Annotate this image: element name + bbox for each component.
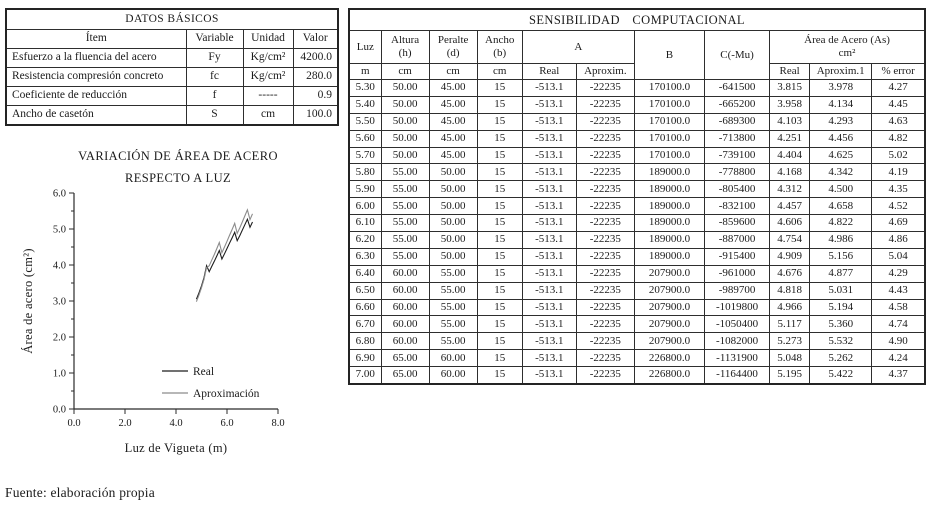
col-b: B <box>634 31 704 80</box>
cell: 189000.0 <box>634 198 704 215</box>
cell: 6.30 <box>349 248 381 265</box>
cell: 3.815 <box>770 80 810 97</box>
cell: fc <box>186 68 243 87</box>
cell: 15 <box>477 198 522 215</box>
cell: 189000.0 <box>634 215 704 232</box>
cell: 4.457 <box>770 198 810 215</box>
cell: 3.978 <box>810 80 872 97</box>
cell: 45.00 <box>429 130 477 147</box>
table-row <box>349 164 925 181</box>
cell: -513.1 <box>522 113 576 130</box>
cell: 55.00 <box>381 164 429 181</box>
cell: 4.606 <box>770 215 810 232</box>
cell: -22235 <box>576 367 634 384</box>
cell: 55.00 <box>429 299 477 316</box>
x-tick-label: 6.0 <box>220 418 234 429</box>
unit-luz: m <box>349 64 381 80</box>
cell: 6.60 <box>349 299 381 316</box>
cell: 4.456 <box>810 130 872 147</box>
cell: -513.1 <box>522 130 576 147</box>
cell: 15 <box>477 316 522 333</box>
cell: -805400 <box>705 181 770 198</box>
col-ancho: Ancho (b) <box>477 31 522 64</box>
cell: 4.909 <box>770 248 810 265</box>
x-axis-label: Luz de Vigueta (m) <box>124 441 228 455</box>
cell: 4.103 <box>770 113 810 130</box>
cell: Kg/cm² <box>243 49 293 68</box>
cell: 4.676 <box>770 265 810 282</box>
sens-title-row <box>349 9 925 31</box>
cell: -513.1 <box>522 80 576 97</box>
cell: -513.1 <box>522 265 576 282</box>
datos-title-row <box>6 9 338 30</box>
cell: 55.00 <box>429 333 477 350</box>
cell: -689300 <box>705 113 770 130</box>
table-row <box>349 350 925 367</box>
cell: -739100 <box>705 147 770 164</box>
cell: 207900.0 <box>634 333 704 350</box>
cell: 15 <box>477 215 522 232</box>
cell: 55.00 <box>381 181 429 198</box>
cell: -22235 <box>576 113 634 130</box>
cell: -859600 <box>705 215 770 232</box>
area-acero-chart <box>10 138 345 486</box>
y-axis-label: Área de acero (cm²) <box>21 248 35 354</box>
cell: 15 <box>477 80 522 97</box>
cell: 50.00 <box>429 215 477 232</box>
cell: 5.30 <box>349 80 381 97</box>
cell: 50.00 <box>429 232 477 249</box>
cell: 189000.0 <box>634 248 704 265</box>
cell: -22235 <box>576 181 634 198</box>
col-a-group: A <box>522 31 634 64</box>
table-row <box>349 181 925 198</box>
cell: 5.262 <box>810 350 872 367</box>
cell: -513.1 <box>522 282 576 299</box>
cell: 60.00 <box>381 299 429 316</box>
cell: 15 <box>477 232 522 249</box>
cell: 5.80 <box>349 164 381 181</box>
cell: 4.134 <box>810 96 872 113</box>
cell: 45.00 <box>429 96 477 113</box>
cell: 4200.0 <box>293 49 338 68</box>
cell: 4.625 <box>810 147 872 164</box>
cell: -1019800 <box>705 299 770 316</box>
source-note: Fuente: elaboración propia <box>5 485 155 500</box>
x-tick-label: 0.0 <box>67 418 81 429</box>
cell: 170100.0 <box>634 80 704 97</box>
cell: 4.29 <box>872 265 925 282</box>
cell: 5.40 <box>349 96 381 113</box>
cell: 4.342 <box>810 164 872 181</box>
table-row <box>349 130 925 147</box>
cell: 50.00 <box>381 96 429 113</box>
cell: -22235 <box>576 96 634 113</box>
table-row <box>349 198 925 215</box>
cell: 4.658 <box>810 198 872 215</box>
cell: 15 <box>477 181 522 198</box>
cell: -641500 <box>705 80 770 97</box>
cell: Esfuerzo a la fluencia del acero <box>6 49 186 68</box>
col-altura: Altura (h) <box>381 31 429 64</box>
cell: 4.877 <box>810 265 872 282</box>
cell: -513.1 <box>522 215 576 232</box>
cell: -1164400 <box>705 367 770 384</box>
legend-label: Aproximación <box>193 388 260 400</box>
cell: -1131900 <box>705 350 770 367</box>
cell: 4.74 <box>872 316 925 333</box>
cell: 5.60 <box>349 130 381 147</box>
cell: 226800.0 <box>634 350 704 367</box>
cell: 15 <box>477 164 522 181</box>
col-unidad: Unidad <box>243 30 293 49</box>
area-header-title: Área de Acero (As) <box>804 34 890 47</box>
cell: 4.818 <box>770 282 810 299</box>
cell: 5.273 <box>770 333 810 350</box>
table-row <box>349 248 925 265</box>
cell: 170100.0 <box>634 147 704 164</box>
cell: Resistencia compresión concreto <box>6 68 186 87</box>
cell: 15 <box>477 367 522 384</box>
cell: 6.10 <box>349 215 381 232</box>
cell: 6.40 <box>349 265 381 282</box>
cell: -961000 <box>705 265 770 282</box>
cell: 65.00 <box>381 367 429 384</box>
cell: 4.966 <box>770 299 810 316</box>
sensibilidad-body <box>349 80 925 385</box>
cell: 15 <box>477 96 522 113</box>
cell: 4.500 <box>810 181 872 198</box>
x-tick-label: 2.0 <box>118 418 132 429</box>
cell: -22235 <box>576 316 634 333</box>
col-c-mu: C(-Mu) <box>705 31 770 80</box>
table-row <box>6 106 338 126</box>
cell: 5.422 <box>810 367 872 384</box>
cell: 207900.0 <box>634 316 704 333</box>
y-tick-label: 2.0 <box>52 332 66 344</box>
cell: -22235 <box>576 282 634 299</box>
cell: 15 <box>477 333 522 350</box>
table-row <box>6 49 338 68</box>
cell: 4.251 <box>770 130 810 147</box>
cell: 55.00 <box>429 316 477 333</box>
cell: 6.00 <box>349 198 381 215</box>
cell: 55.00 <box>429 282 477 299</box>
cell: 4.24 <box>872 350 925 367</box>
cell: 60.00 <box>429 350 477 367</box>
cell: 170100.0 <box>634 96 704 113</box>
cell: 189000.0 <box>634 181 704 198</box>
datos-basicos-table <box>5 8 339 126</box>
cell: 4.58 <box>872 299 925 316</box>
cell: 4.63 <box>872 113 925 130</box>
cell: 207900.0 <box>634 265 704 282</box>
cell: 5.70 <box>349 147 381 164</box>
col-luz: Luz <box>349 31 381 64</box>
cell: 50.00 <box>381 130 429 147</box>
cell: Fy <box>186 49 243 68</box>
cell: -22235 <box>576 80 634 97</box>
cell: 207900.0 <box>634 282 704 299</box>
cell: -22235 <box>576 265 634 282</box>
cell: 4.37 <box>872 367 925 384</box>
table-row <box>349 96 925 113</box>
cell: -513.1 <box>522 248 576 265</box>
y-tick-label: 4.0 <box>52 260 66 272</box>
x-tick-label: 8.0 <box>271 418 285 429</box>
cell: 189000.0 <box>634 164 704 181</box>
cell: 45.00 <box>429 113 477 130</box>
cell: 60.00 <box>381 265 429 282</box>
col-valor: Valor <box>293 30 338 49</box>
cell: 15 <box>477 248 522 265</box>
cell: 60.00 <box>429 367 477 384</box>
unit-ancho: cm <box>477 64 522 80</box>
sensibilidad-table <box>348 8 926 385</box>
y-tick-label: 3.0 <box>52 296 66 308</box>
series-line-real <box>196 219 252 299</box>
cell: 207900.0 <box>634 299 704 316</box>
y-tick-label: 1.0 <box>52 368 66 380</box>
cell: 55.00 <box>381 198 429 215</box>
cell: 60.00 <box>381 333 429 350</box>
cell: 4.90 <box>872 333 925 350</box>
cell: 4.45 <box>872 96 925 113</box>
sens-header-row-1 <box>349 31 925 64</box>
cell: -513.1 <box>522 232 576 249</box>
cell: -513.1 <box>522 299 576 316</box>
cell: S <box>186 106 243 126</box>
cell: 4.82 <box>872 130 925 147</box>
cell: -513.1 <box>522 350 576 367</box>
cell: 5.156 <box>810 248 872 265</box>
col-a-real: Real <box>522 64 576 80</box>
cell: 4.19 <box>872 164 925 181</box>
cell: 15 <box>477 350 522 367</box>
table-row <box>349 232 925 249</box>
x-tick-label: 4.0 <box>169 418 183 429</box>
cell: 6.70 <box>349 316 381 333</box>
cell: ----- <box>243 87 293 106</box>
cell: -915400 <box>705 248 770 265</box>
cell: -513.1 <box>522 316 576 333</box>
cell: -665200 <box>705 96 770 113</box>
cell: 60.00 <box>381 316 429 333</box>
unit-altura: cm <box>381 64 429 80</box>
cell: -513.1 <box>522 164 576 181</box>
cell: 4.404 <box>770 147 810 164</box>
cell: Ancho de casetón <box>6 106 186 126</box>
y-tick-label: 5.0 <box>52 224 66 236</box>
col-as-aproxim1: Aproxim.1 <box>810 64 872 80</box>
cell: 15 <box>477 282 522 299</box>
table-row <box>349 316 925 333</box>
cell: 6.80 <box>349 333 381 350</box>
cell: 5.031 <box>810 282 872 299</box>
cell: 4.293 <box>810 113 872 130</box>
cell: -989700 <box>705 282 770 299</box>
cell: 4.35 <box>872 181 925 198</box>
col-peralte: Peralte (d) <box>429 31 477 64</box>
table-row <box>349 147 925 164</box>
cell: 50.00 <box>429 248 477 265</box>
cell: 5.04 <box>872 248 925 265</box>
cell: 55.00 <box>381 232 429 249</box>
cell: 4.86 <box>872 232 925 249</box>
chart-title: VARIACIÓN DE ÁREA DE ACERO <box>78 149 278 163</box>
col-variable: Variable <box>186 30 243 49</box>
cell: 4.52 <box>872 198 925 215</box>
cell: -1050400 <box>705 316 770 333</box>
cell: 3.958 <box>770 96 810 113</box>
cell: -513.1 <box>522 147 576 164</box>
cell: 226800.0 <box>634 367 704 384</box>
cell: -513.1 <box>522 367 576 384</box>
col-item: Ítem <box>6 30 186 49</box>
cell: 4.312 <box>770 181 810 198</box>
cell: -1082000 <box>705 333 770 350</box>
col-as-real: Real <box>770 64 810 80</box>
cell: 15 <box>477 130 522 147</box>
col-a-aproxim: Aproxim. <box>576 64 634 80</box>
cell: 5.048 <box>770 350 810 367</box>
cell: -22235 <box>576 198 634 215</box>
cell: 60.00 <box>381 282 429 299</box>
cell: 5.117 <box>770 316 810 333</box>
sensibilidad-title: SENSIBILIDAD COMPUTACIONAL <box>349 9 925 31</box>
cell: -832100 <box>705 198 770 215</box>
col-area-group <box>770 31 925 64</box>
col-error: % error <box>872 64 925 80</box>
cell: 45.00 <box>429 80 477 97</box>
cell: 170100.0 <box>634 113 704 130</box>
cell: 50.00 <box>381 113 429 130</box>
cell: 15 <box>477 265 522 282</box>
table-row <box>349 299 925 316</box>
table-row <box>349 367 925 384</box>
cell: 4.754 <box>770 232 810 249</box>
cell: 170100.0 <box>634 130 704 147</box>
datos-header-row <box>6 30 338 49</box>
cell: -513.1 <box>522 198 576 215</box>
cell: 15 <box>477 299 522 316</box>
cell: 50.00 <box>381 80 429 97</box>
cell: cm <box>243 106 293 126</box>
table-row <box>349 80 925 97</box>
cell: 5.195 <box>770 367 810 384</box>
cell: 4.168 <box>770 164 810 181</box>
cell: 4.986 <box>810 232 872 249</box>
table-row <box>349 215 925 232</box>
y-tick-label: 6.0 <box>52 188 66 200</box>
cell: 6.20 <box>349 232 381 249</box>
cell: 15 <box>477 147 522 164</box>
cell: -713800 <box>705 130 770 147</box>
legend-label: Real <box>193 366 215 378</box>
cell: 4.43 <box>872 282 925 299</box>
cell: 50.00 <box>429 164 477 181</box>
cell: 7.00 <box>349 367 381 384</box>
cell: 100.0 <box>293 106 338 126</box>
table-row <box>349 333 925 350</box>
cell: -22235 <box>576 350 634 367</box>
cell: f <box>186 87 243 106</box>
cell: 50.00 <box>429 198 477 215</box>
cell: 6.50 <box>349 282 381 299</box>
cell: -22235 <box>576 248 634 265</box>
cell: 65.00 <box>381 350 429 367</box>
cell: 50.00 <box>429 181 477 198</box>
cell: 55.00 <box>381 215 429 232</box>
table-row <box>349 265 925 282</box>
table-row <box>6 87 338 106</box>
unit-peralte: cm <box>429 64 477 80</box>
cell: 4.69 <box>872 215 925 232</box>
cell: -22235 <box>576 299 634 316</box>
table-row <box>349 282 925 299</box>
cell: 5.02 <box>872 147 925 164</box>
cell: 15 <box>477 113 522 130</box>
cell: 50.00 <box>381 147 429 164</box>
cell: -513.1 <box>522 181 576 198</box>
cell: -22235 <box>576 130 634 147</box>
cell: 5.194 <box>810 299 872 316</box>
cell: -22235 <box>576 164 634 181</box>
table-row <box>6 68 338 87</box>
cell: -513.1 <box>522 96 576 113</box>
area-header-unit: cm² <box>838 47 856 59</box>
cell: 5.532 <box>810 333 872 350</box>
cell: -22235 <box>576 215 634 232</box>
cell: 4.822 <box>810 215 872 232</box>
cell: 5.50 <box>349 113 381 130</box>
cell: 280.0 <box>293 68 338 87</box>
cell: -887000 <box>705 232 770 249</box>
y-tick-label: 0.0 <box>52 404 66 416</box>
chart-svg <box>10 138 345 486</box>
cell: 5.90 <box>349 181 381 198</box>
cell: -22235 <box>576 232 634 249</box>
chart-title-line2: RESPECTO A LUZ <box>124 171 232 185</box>
cell: 189000.0 <box>634 232 704 249</box>
cell: -22235 <box>576 147 634 164</box>
cell: 0.9 <box>293 87 338 106</box>
datos-basicos-body <box>6 49 338 126</box>
cell: 5.360 <box>810 316 872 333</box>
cell: 6.90 <box>349 350 381 367</box>
cell: 45.00 <box>429 147 477 164</box>
cell: -22235 <box>576 333 634 350</box>
cell: -513.1 <box>522 333 576 350</box>
cell: 55.00 <box>381 248 429 265</box>
cell: 55.00 <box>429 265 477 282</box>
series-line-aproximacion <box>196 210 252 302</box>
cell: Coeficiente de reducción <box>6 87 186 106</box>
datos-basicos-title: DATOS BÁSICOS <box>6 9 338 30</box>
cell: Kg/cm² <box>243 68 293 87</box>
cell: -778800 <box>705 164 770 181</box>
cell: 4.27 <box>872 80 925 97</box>
table-row <box>349 113 925 130</box>
